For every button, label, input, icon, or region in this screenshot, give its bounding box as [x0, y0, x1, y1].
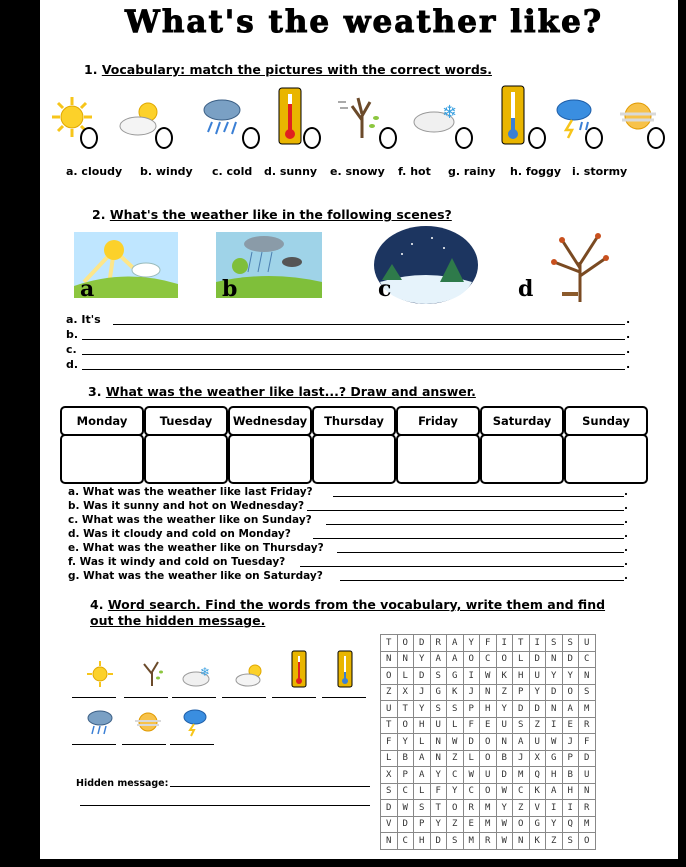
grid-letter[interactable]: A	[430, 651, 447, 668]
answer-circle[interactable]	[80, 127, 98, 149]
snow-cloud-icon	[412, 98, 462, 136]
thermometer-cold-icon	[336, 650, 354, 690]
grid-letter[interactable]: O	[480, 783, 497, 800]
grid-letter[interactable]: D	[562, 651, 579, 668]
section3-number: 3.	[88, 384, 102, 399]
grid-letter[interactable]: E	[480, 717, 497, 734]
grid-letter[interactable]: N	[513, 833, 530, 850]
grid-letter[interactable]: O	[579, 833, 596, 850]
grid-letter[interactable]: W	[496, 783, 513, 800]
grid-letter[interactable]: L	[381, 750, 398, 767]
grid-letter[interactable]: O	[513, 816, 530, 833]
grid-letter[interactable]: W	[496, 833, 513, 850]
section4-title-line2: out the hidden message.	[90, 613, 266, 628]
day-header-wednesday: Wednesday	[228, 406, 312, 436]
section3-heading	[88, 384, 476, 399]
vocab-word: d. sunny	[264, 165, 318, 178]
grid-letter[interactable]: U	[430, 717, 447, 734]
grid-letter[interactable]: Y	[496, 800, 513, 817]
vocab-word: a. cloudy	[66, 165, 123, 178]
grid-letter[interactable]: O	[381, 668, 398, 685]
grid-letter[interactable]: R	[480, 833, 497, 850]
grid-letter[interactable]: O	[447, 800, 464, 817]
word-answer-rule[interactable]	[122, 744, 166, 745]
grid-letter[interactable]: C	[480, 651, 497, 668]
grid-letter[interactable]: G	[430, 684, 447, 701]
answer-rule[interactable]	[300, 566, 624, 567]
grid-letter[interactable]: H	[513, 668, 530, 685]
grid-letter[interactable]: W	[496, 816, 513, 833]
grid-letter[interactable]: Z	[496, 684, 513, 701]
grid-letter[interactable]: N	[546, 651, 563, 668]
grid-letter[interactable]: U	[496, 717, 513, 734]
word-answer-rule[interactable]	[272, 697, 316, 698]
answer-rule[interactable]	[307, 510, 624, 511]
hidden-message-rule[interactable]	[170, 786, 370, 787]
answer-circle[interactable]	[155, 127, 173, 149]
grid-letter[interactable]: H	[414, 833, 431, 850]
vocab-word: g. rainy	[448, 165, 496, 178]
grid-letter[interactable]: P	[513, 684, 530, 701]
grid-letter[interactable]: F	[381, 734, 398, 751]
fog-sun-icon	[134, 708, 162, 736]
question-line: a. What was the weather like last Friday?	[68, 486, 313, 498]
grid-letter[interactable]: Y	[430, 767, 447, 784]
answer-circle[interactable]	[585, 127, 603, 149]
grid-letter[interactable]: A	[513, 734, 530, 751]
grid-letter[interactable]: N	[546, 701, 563, 718]
grid-letter[interactable]: S	[562, 833, 579, 850]
grid-letter[interactable]: J	[513, 750, 530, 767]
grid-letter[interactable]: M	[480, 816, 497, 833]
grid-letter[interactable]: Z	[513, 800, 530, 817]
day-header-thursday: Thursday	[312, 406, 396, 436]
grid-row	[381, 717, 596, 734]
sun-cloud-icon	[234, 662, 266, 688]
answer-circle[interactable]	[379, 127, 397, 149]
grid-letter[interactable]: U	[529, 734, 546, 751]
grid-letter[interactable]: D	[529, 701, 546, 718]
grid-letter[interactable]: Y	[546, 816, 563, 833]
grid-letter[interactable]: T	[381, 635, 398, 652]
word-answer-rule[interactable]	[72, 744, 116, 745]
grid-letter[interactable]: K	[447, 684, 464, 701]
grid-letter[interactable]: V	[381, 816, 398, 833]
grid-letter[interactable]: M	[463, 833, 480, 850]
vocab-word: i. stormy	[572, 165, 628, 178]
answer-rule[interactable]	[82, 339, 625, 340]
grid-letter[interactable]: R	[579, 717, 596, 734]
grid-letter[interactable]: M	[579, 701, 596, 718]
rain-cloud-icon	[86, 708, 116, 738]
grid-row	[381, 767, 596, 784]
answer-line-c: c.	[66, 343, 77, 356]
grid-letter[interactable]: Y	[430, 816, 447, 833]
grid-letter[interactable]: Q	[562, 816, 579, 833]
grid-letter[interactable]: A	[414, 750, 431, 767]
grid-letter[interactable]: H	[414, 717, 431, 734]
grid-letter[interactable]: R	[579, 800, 596, 817]
grid-letter[interactable]: C	[579, 651, 596, 668]
answer-circle[interactable]	[647, 127, 665, 149]
grid-row	[381, 816, 596, 833]
grid-letter[interactable]: I	[529, 635, 546, 652]
grid-letter[interactable]: S	[546, 635, 563, 652]
grid-letter[interactable]: N	[381, 833, 398, 850]
vocab-word: f. hot	[398, 165, 431, 178]
grid-letter[interactable]: G	[546, 750, 563, 767]
grid-letter[interactable]: E	[463, 816, 480, 833]
grid-letter[interactable]: N	[381, 651, 398, 668]
grid-letter[interactable]: D	[496, 767, 513, 784]
grid-letter[interactable]: W	[447, 734, 464, 751]
grid-letter[interactable]: S	[579, 684, 596, 701]
grid-letter[interactable]: V	[529, 800, 546, 817]
snow-cloud-icon	[182, 664, 214, 688]
grid-letter[interactable]: W	[397, 800, 414, 817]
grid-letter[interactable]: P	[414, 816, 431, 833]
grid-row	[381, 668, 596, 685]
thermometer-hot-icon	[290, 650, 308, 690]
grid-letter[interactable]: E	[562, 717, 579, 734]
grid-letter[interactable]: I	[546, 717, 563, 734]
rain-cloud-icon	[200, 96, 246, 140]
grid-letter[interactable]: D	[463, 734, 480, 751]
grid-letter[interactable]: N	[579, 668, 596, 685]
grid-letter[interactable]: Q	[529, 767, 546, 784]
grid-letter[interactable]: J	[463, 684, 480, 701]
question-line: b. Was it sunny and hot on Wednesday?	[68, 500, 305, 512]
grid-letter[interactable]: S	[447, 833, 464, 850]
svg-text:❄: ❄	[442, 102, 458, 123]
day-header-friday: Friday	[396, 406, 480, 436]
grid-letter[interactable]: A	[447, 651, 464, 668]
drawing-box-saturday[interactable]	[480, 434, 564, 484]
grid-letter[interactable]: K	[529, 783, 546, 800]
grid-letter[interactable]: A	[414, 767, 431, 784]
grid-letter[interactable]: W	[480, 668, 497, 685]
drawing-box-sunday[interactable]	[564, 434, 648, 484]
grid-letter[interactable]: O	[480, 750, 497, 767]
grid-letter[interactable]: L	[414, 734, 431, 751]
grid-letter[interactable]: U	[381, 701, 398, 718]
grid-letter[interactable]: W	[463, 767, 480, 784]
grid-letter[interactable]: D	[397, 816, 414, 833]
grid-letter[interactable]: O	[480, 734, 497, 751]
grid-letter[interactable]: R	[463, 800, 480, 817]
vocab-word: h. foggy	[510, 165, 562, 178]
grid-letter[interactable]: Y	[397, 734, 414, 751]
grid-letter[interactable]: A	[447, 635, 464, 652]
grid-letter[interactable]: T	[397, 701, 414, 718]
grid-letter[interactable]: F	[463, 717, 480, 734]
grid-letter[interactable]: L	[397, 668, 414, 685]
day-header-sunday: Sunday	[564, 406, 648, 436]
grid-letter[interactable]: N	[430, 734, 447, 751]
grid-letter[interactable]: S	[513, 717, 530, 734]
grid-letter[interactable]: S	[447, 701, 464, 718]
grid-letter[interactable]: K	[529, 833, 546, 850]
grid-letter[interactable]: O	[397, 635, 414, 652]
grid-letter[interactable]: D	[529, 651, 546, 668]
grid-letter[interactable]: S	[430, 701, 447, 718]
grid-letter[interactable]: F	[480, 635, 497, 652]
grid-letter[interactable]: S	[381, 783, 398, 800]
grid-letter[interactable]: I	[562, 800, 579, 817]
grid-letter[interactable]: Z	[546, 833, 563, 850]
answer-circle[interactable]	[455, 127, 473, 149]
grid-letter[interactable]: Y	[562, 668, 579, 685]
grid-letter[interactable]: T	[430, 800, 447, 817]
grid-letter[interactable]: C	[397, 833, 414, 850]
grid-letter[interactable]: L	[513, 651, 530, 668]
grid-letter[interactable]: Y	[529, 684, 546, 701]
answer-rule[interactable]	[337, 552, 624, 553]
page-title: What's the weather like?	[125, 4, 603, 40]
grid-letter[interactable]: J	[562, 734, 579, 751]
grid-letter[interactable]: C	[397, 783, 414, 800]
grid-letter[interactable]: H	[562, 783, 579, 800]
grid-letter[interactable]: B	[397, 750, 414, 767]
word-answer-rule[interactable]	[222, 697, 266, 698]
grid-letter[interactable]: U	[579, 767, 596, 784]
grid-letter[interactable]: C	[513, 783, 530, 800]
section2-title: What's the weather like in the following scenes?	[109, 207, 452, 222]
grid-row	[381, 783, 596, 800]
windy-tree-icon	[336, 92, 380, 140]
windy-tree-icon	[134, 656, 164, 688]
question-line: e. What was the weather like on Thursday?	[68, 542, 324, 554]
grid-letter[interactable]: Z	[447, 816, 464, 833]
grid-letter[interactable]: P	[463, 701, 480, 718]
answer-rule[interactable]	[113, 324, 625, 325]
grid-letter[interactable]: D	[414, 635, 431, 652]
grid-letter[interactable]: A	[546, 783, 563, 800]
grid-letter[interactable]: Y	[447, 783, 464, 800]
question-line: g. What was the weather like on Saturday?	[68, 570, 323, 582]
grid-letter[interactable]: O	[397, 717, 414, 734]
thermometer-cold-icon	[498, 84, 528, 150]
scene-label-c: c	[378, 276, 392, 302]
word-answer-rule[interactable]	[72, 697, 116, 698]
grid-letter[interactable]: R	[430, 635, 447, 652]
section1-heading	[84, 62, 492, 77]
hidden-message-rule[interactable]	[80, 805, 370, 806]
grid-row	[381, 734, 596, 751]
grid-letter[interactable]: S	[562, 635, 579, 652]
grid-letter[interactable]: F	[430, 783, 447, 800]
grid-row	[381, 833, 596, 850]
grid-letter[interactable]: M	[513, 767, 530, 784]
grid-letter[interactable]: X	[529, 750, 546, 767]
grid-letter[interactable]: U	[579, 635, 596, 652]
answer-circle[interactable]	[303, 127, 321, 149]
grid-row	[381, 651, 596, 668]
svg-text:❄: ❄	[200, 665, 211, 679]
grid-letter[interactable]: T	[513, 635, 530, 652]
grid-letter[interactable]: I	[496, 635, 513, 652]
answer-line-b: b.	[66, 328, 79, 341]
section4-number: 4.	[90, 597, 104, 612]
grid-letter[interactable]: S	[430, 668, 447, 685]
drawing-box-monday[interactable]	[60, 434, 144, 484]
windy-scene-image	[540, 228, 620, 304]
day-header-monday: Monday	[60, 406, 144, 436]
grid-letter[interactable]: Y	[414, 701, 431, 718]
grid-letter[interactable]: Y	[546, 668, 563, 685]
grid-letter[interactable]: Y	[496, 701, 513, 718]
word-answer-rule[interactable]	[322, 697, 366, 698]
grid-letter[interactable]: L	[463, 750, 480, 767]
question-line: f. Was it windy and cold on Tuesday?	[68, 556, 286, 568]
vocab-word: b. windy	[140, 165, 193, 178]
grid-letter[interactable]: I	[463, 668, 480, 685]
grid-letter[interactable]: Z	[529, 717, 546, 734]
section4-title-line1: Word search. Find the words from the vocabulary, write them and find	[107, 597, 606, 612]
grid-letter[interactable]: L	[414, 783, 431, 800]
grid-letter[interactable]: H	[480, 701, 497, 718]
section2-number: 2.	[92, 207, 106, 222]
grid-letter[interactable]: T	[381, 717, 398, 734]
grid-letter[interactable]: P	[397, 767, 414, 784]
grid-letter[interactable]: C	[447, 767, 464, 784]
answer-circle[interactable]	[528, 127, 546, 149]
day-header-tuesday: Tuesday	[144, 406, 228, 436]
grid-row	[381, 635, 596, 652]
sun-icon	[86, 660, 114, 688]
grid-letter[interactable]: N	[397, 651, 414, 668]
grid-letter[interactable]: U	[529, 668, 546, 685]
grid-letter[interactable]: L	[447, 717, 464, 734]
grid-letter[interactable]: D	[414, 668, 431, 685]
question-line: d. Was it cloudy and cold on Monday?	[68, 528, 291, 540]
grid-letter[interactable]: D	[579, 750, 596, 767]
grid-letter[interactable]: O	[463, 651, 480, 668]
vocab-word: c. cold	[212, 165, 253, 178]
grid-letter[interactable]: M	[579, 816, 596, 833]
drawing-box-tuesday[interactable]	[144, 434, 228, 484]
grid-letter[interactable]: N	[579, 783, 596, 800]
answer-rule[interactable]	[82, 369, 625, 370]
grid-letter[interactable]: B	[496, 750, 513, 767]
grid-letter[interactable]: N	[480, 684, 497, 701]
grid-letter[interactable]: B	[562, 767, 579, 784]
grid-letter[interactable]: G	[529, 816, 546, 833]
word-answer-rule[interactable]	[124, 697, 168, 698]
grid-letter[interactable]: F	[579, 734, 596, 751]
word-search-grid	[380, 634, 596, 850]
answer-rule[interactable]	[326, 524, 624, 525]
grid-letter[interactable]: O	[562, 684, 579, 701]
answer-rule[interactable]	[313, 538, 624, 539]
section1-number: 1.	[84, 62, 98, 77]
grid-letter[interactable]: A	[562, 701, 579, 718]
grid-letter[interactable]: K	[496, 668, 513, 685]
grid-letter[interactable]: M	[480, 800, 497, 817]
day-header-saturday: Saturday	[480, 406, 564, 436]
grid-letter[interactable]: J	[414, 684, 431, 701]
grid-letter[interactable]: O	[496, 651, 513, 668]
thermometer-hot-icon	[275, 86, 305, 150]
grid-letter[interactable]: X	[397, 684, 414, 701]
question-line: c. What was the weather like on Sunday?	[68, 514, 312, 526]
grid-letter[interactable]: Y	[463, 635, 480, 652]
grid-row	[381, 684, 596, 701]
grid-letter[interactable]: I	[546, 800, 563, 817]
section3-title: What was the weather like last...? Draw and answer.	[105, 384, 476, 399]
drawing-box-friday[interactable]	[396, 434, 480, 484]
grid-letter[interactable]: P	[562, 750, 579, 767]
scene-label-b: b	[222, 276, 238, 302]
grid-letter[interactable]: S	[414, 800, 431, 817]
grid-letter[interactable]: N	[430, 750, 447, 767]
answer-rule[interactable]	[340, 580, 624, 581]
answer-rule[interactable]	[82, 354, 625, 355]
answer-rule[interactable]	[333, 496, 624, 497]
grid-letter[interactable]: D	[546, 684, 563, 701]
grid-letter[interactable]: Z	[447, 750, 464, 767]
word-answer-rule[interactable]	[172, 697, 216, 698]
scene-label-a: a	[80, 276, 95, 302]
section4-heading	[90, 597, 605, 629]
grid-letter[interactable]: D	[381, 800, 398, 817]
answer-line-d: d.	[66, 358, 79, 371]
drawing-box-wednesday[interactable]	[228, 434, 312, 484]
grid-letter[interactable]: U	[480, 767, 497, 784]
grid-letter[interactable]: H	[546, 767, 563, 784]
word-answer-rule[interactable]	[170, 744, 214, 745]
grid-letter[interactable]: G	[447, 668, 464, 685]
grid-row	[381, 750, 596, 767]
answer-circle[interactable]	[242, 127, 260, 149]
grid-row	[381, 701, 596, 718]
storm-cloud-icon	[182, 708, 208, 738]
section2-heading	[92, 207, 452, 222]
drawing-box-thursday[interactable]	[312, 434, 396, 484]
answer-line-a: a. It's	[66, 313, 101, 326]
grid-letter[interactable]: N	[496, 734, 513, 751]
grid-letter[interactable]: C	[463, 783, 480, 800]
grid-letter[interactable]: Y	[414, 651, 431, 668]
section1-title: Vocabulary: match the pictures with the correct words.	[101, 62, 492, 77]
scene-label-d: d	[518, 276, 534, 302]
hidden-message-label: Hidden message:	[76, 778, 169, 789]
grid-letter[interactable]: D	[513, 701, 530, 718]
grid-letter[interactable]: W	[546, 734, 563, 751]
vocab-word: e. snowy	[330, 165, 385, 178]
grid-letter[interactable]: X	[381, 767, 398, 784]
grid-letter[interactable]: Z	[381, 684, 398, 701]
grid-letter[interactable]: D	[430, 833, 447, 850]
grid-row	[381, 800, 596, 817]
